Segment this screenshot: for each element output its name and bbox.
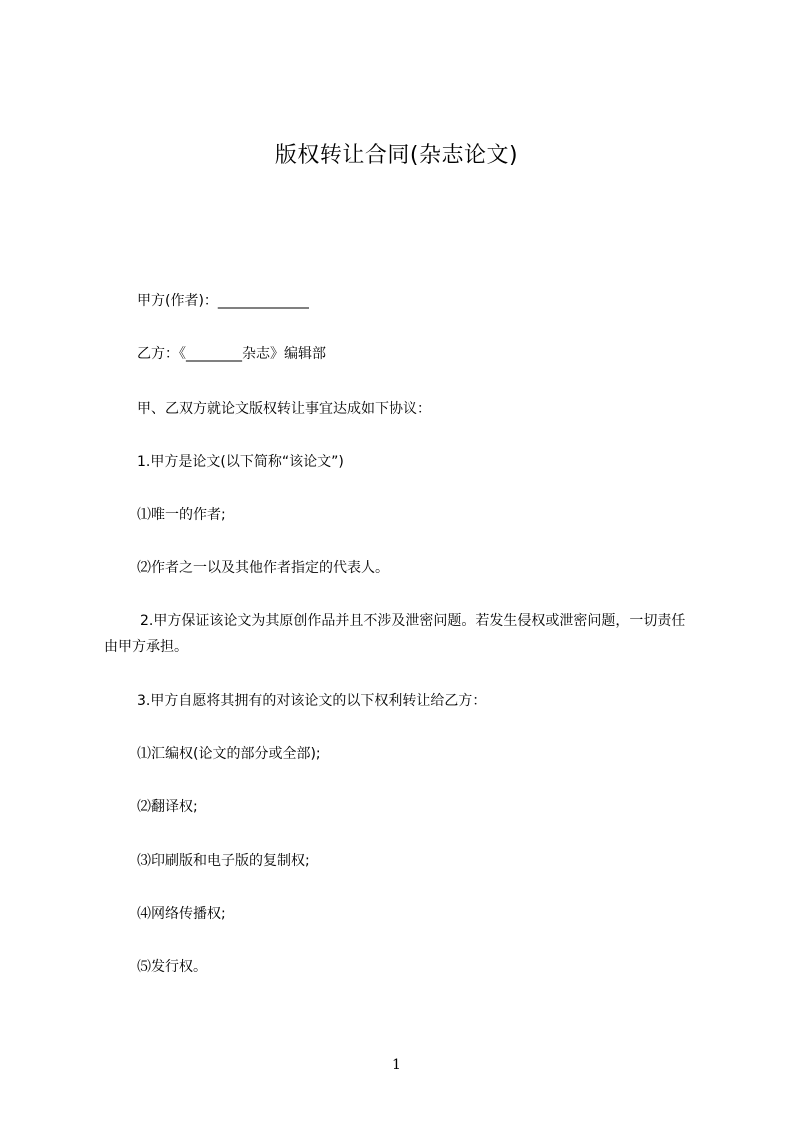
clause-1: 1.甲方是论文(以下简称“该论文”) [137, 454, 344, 470]
intro-paragraph: 甲、乙双方就论文版权转让事宜达成如下协议： [137, 401, 431, 417]
right-item-2: ⑵翻译权; [137, 799, 198, 815]
party-b-line: 乙方：《________杂志》编辑部 [137, 346, 326, 362]
party-a-line: 甲方(作者)：_____________ [137, 293, 309, 309]
clause-1-option-2: ⑵作者之一以及其他作者指定的代表人。 [137, 560, 389, 576]
clause-1-option-1: ⑴唯一的作者; [137, 507, 226, 523]
clause-3: 3.甲方自愿将其拥有的对该论文的以下权利转让给乙方： [137, 693, 487, 709]
right-item-1: ⑴汇编权(论文的部分或全部); [137, 746, 321, 762]
document-title: 版权转让合同(杂志论文) [274, 143, 519, 168]
right-item-5: ⑸发行权。 [137, 959, 207, 975]
clause-2: 2.甲方保证该论文为其原创作品并且不涉及泄密问题。若发生侵权或泄密问题，一切责任由甲方承担。 [104, 613, 686, 655]
right-item-3: ⑶印刷版和电子版的复制权; [137, 853, 310, 869]
page-number: 1 [392, 1057, 401, 1073]
right-item-4: ⑷网络传播权; [137, 906, 226, 922]
